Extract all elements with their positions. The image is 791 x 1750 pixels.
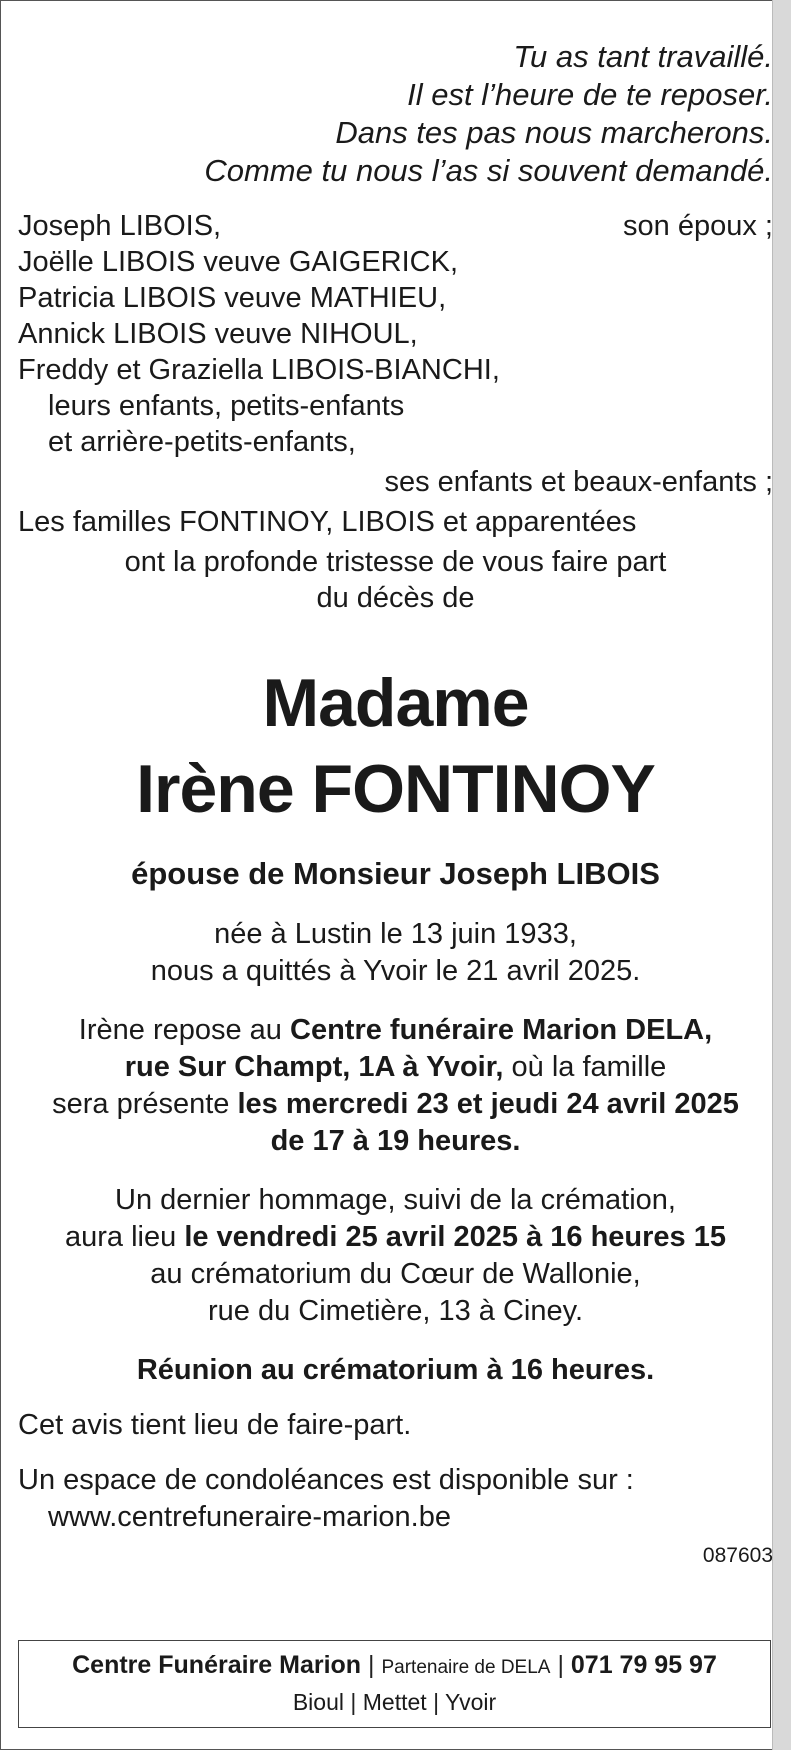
- footer-partner: Partenaire de DELA: [381, 1657, 551, 1678]
- obituary-content: [18, 38, 773, 1570]
- deceased-title: Madame: [262, 665, 529, 741]
- spouse-name: Joseph LIBOIS,: [18, 210, 222, 242]
- grandchildren-line: et arrière-petits-enfants,: [48, 426, 356, 458]
- spouse-row: [18, 208, 773, 244]
- spouse-line: épouse de Monsieur Joseph LIBOIS: [131, 856, 660, 891]
- birth-line: née à Lustin le 13 juin 1933,: [214, 918, 577, 950]
- condolences-link[interactable]: www.centrefuneraire-marion.be: [48, 1501, 451, 1533]
- funeral-home-address: rue Sur Champt, 1A à Yvoir,: [124, 1051, 504, 1083]
- condolences: [18, 1462, 773, 1536]
- visitation-text: Irène repose au: [78, 1014, 290, 1046]
- deceased-name-block: [18, 660, 773, 832]
- children-role: ses enfants et beaux-enfants ;: [384, 466, 773, 498]
- ceremony-line: rue du Cimetière, 13 à Ciney.: [207, 1295, 584, 1327]
- ceremony-line: au crématorium du Cœur de Wallonie,: [150, 1258, 641, 1290]
- child-line: Patricia LIBOIS veuve MATHIEU,: [18, 282, 447, 314]
- deceased-name: Irène FONTINOY: [136, 751, 655, 827]
- right-margin-strip: [772, 0, 791, 1750]
- footer-company-name: Centre Funéraire Marion: [72, 1651, 362, 1679]
- visitation-line-2: [18, 1049, 773, 1086]
- spouse-role: son époux ;: [623, 210, 773, 242]
- poem: [18, 38, 773, 190]
- footer-line-1: [19, 1647, 770, 1686]
- separator: |: [557, 1651, 564, 1679]
- ceremony: [18, 1182, 773, 1330]
- poem-line: Comme tu nous l’as si souvent demandé.: [204, 153, 773, 188]
- poem-line: Tu as tant travaillé.: [513, 39, 773, 74]
- condolences-text: Un espace de condoléances est disponible sur :: [18, 1464, 634, 1496]
- visitation-text: sera présente: [52, 1088, 238, 1120]
- child-line: Joëlle LIBOIS veuve GAIGERICK,: [18, 246, 459, 278]
- ceremony-text: aura lieu: [65, 1221, 185, 1253]
- visitation: [18, 1012, 773, 1160]
- grandchildren-line: leurs enfants, petits-enfants: [48, 390, 405, 422]
- funeral-home-footer: [18, 1640, 771, 1728]
- announce-line: ont la profonde tristesse de vous faire part: [124, 546, 667, 578]
- footer-phone[interactable]: 071 79 95 97: [570, 1651, 717, 1679]
- visitation-line-3: [18, 1086, 773, 1123]
- location: Mettet: [362, 1689, 427, 1715]
- reference-number: 087603: [702, 1544, 773, 1567]
- location: Bioul: [292, 1689, 344, 1715]
- ceremony-datetime: le vendredi 25 avril 2025 à 16 heures 15: [184, 1221, 726, 1253]
- separator: |: [368, 1651, 375, 1679]
- notice-line: Cet avis tient lieu de faire-part.: [18, 1409, 412, 1441]
- reunion-line: Réunion au crématorium à 16 heures.: [136, 1354, 655, 1386]
- visitation-dates: les mercredi 23 et jeudi 24 avril 2025: [237, 1088, 739, 1120]
- announce-line: du décès de: [316, 582, 475, 614]
- visitation-hours: de 17 à 19 heures.: [270, 1125, 521, 1157]
- visitation-line-1: [18, 1012, 773, 1049]
- child-line: Freddy et Graziella LIBOIS-BIANCHI,: [18, 354, 500, 386]
- child-line: Annick LIBOIS veuve NIHOUL,: [18, 318, 418, 350]
- poem-line: Dans tes pas nous marcherons.: [335, 115, 773, 150]
- ceremony-line: [18, 1219, 773, 1256]
- separator: |: [433, 1689, 440, 1715]
- footer-locations: [19, 1686, 770, 1718]
- location: Yvoir: [445, 1689, 497, 1715]
- birth-death: [18, 916, 773, 990]
- ceremony-line: Un dernier hommage, suivi de la crémation,: [115, 1184, 676, 1216]
- death-line: nous a quittés à Yvoir le 21 avril 2025.: [150, 955, 641, 987]
- family-list: [18, 208, 773, 616]
- funeral-home-name: Centre funéraire Marion DELA,: [290, 1014, 713, 1046]
- families-line: Les familles FONTINOY, LIBOIS et apparentées: [18, 506, 637, 538]
- poem-line: Il est l’heure de te reposer.: [407, 77, 773, 112]
- separator: |: [350, 1689, 357, 1715]
- visitation-text: où la famille: [503, 1051, 667, 1083]
